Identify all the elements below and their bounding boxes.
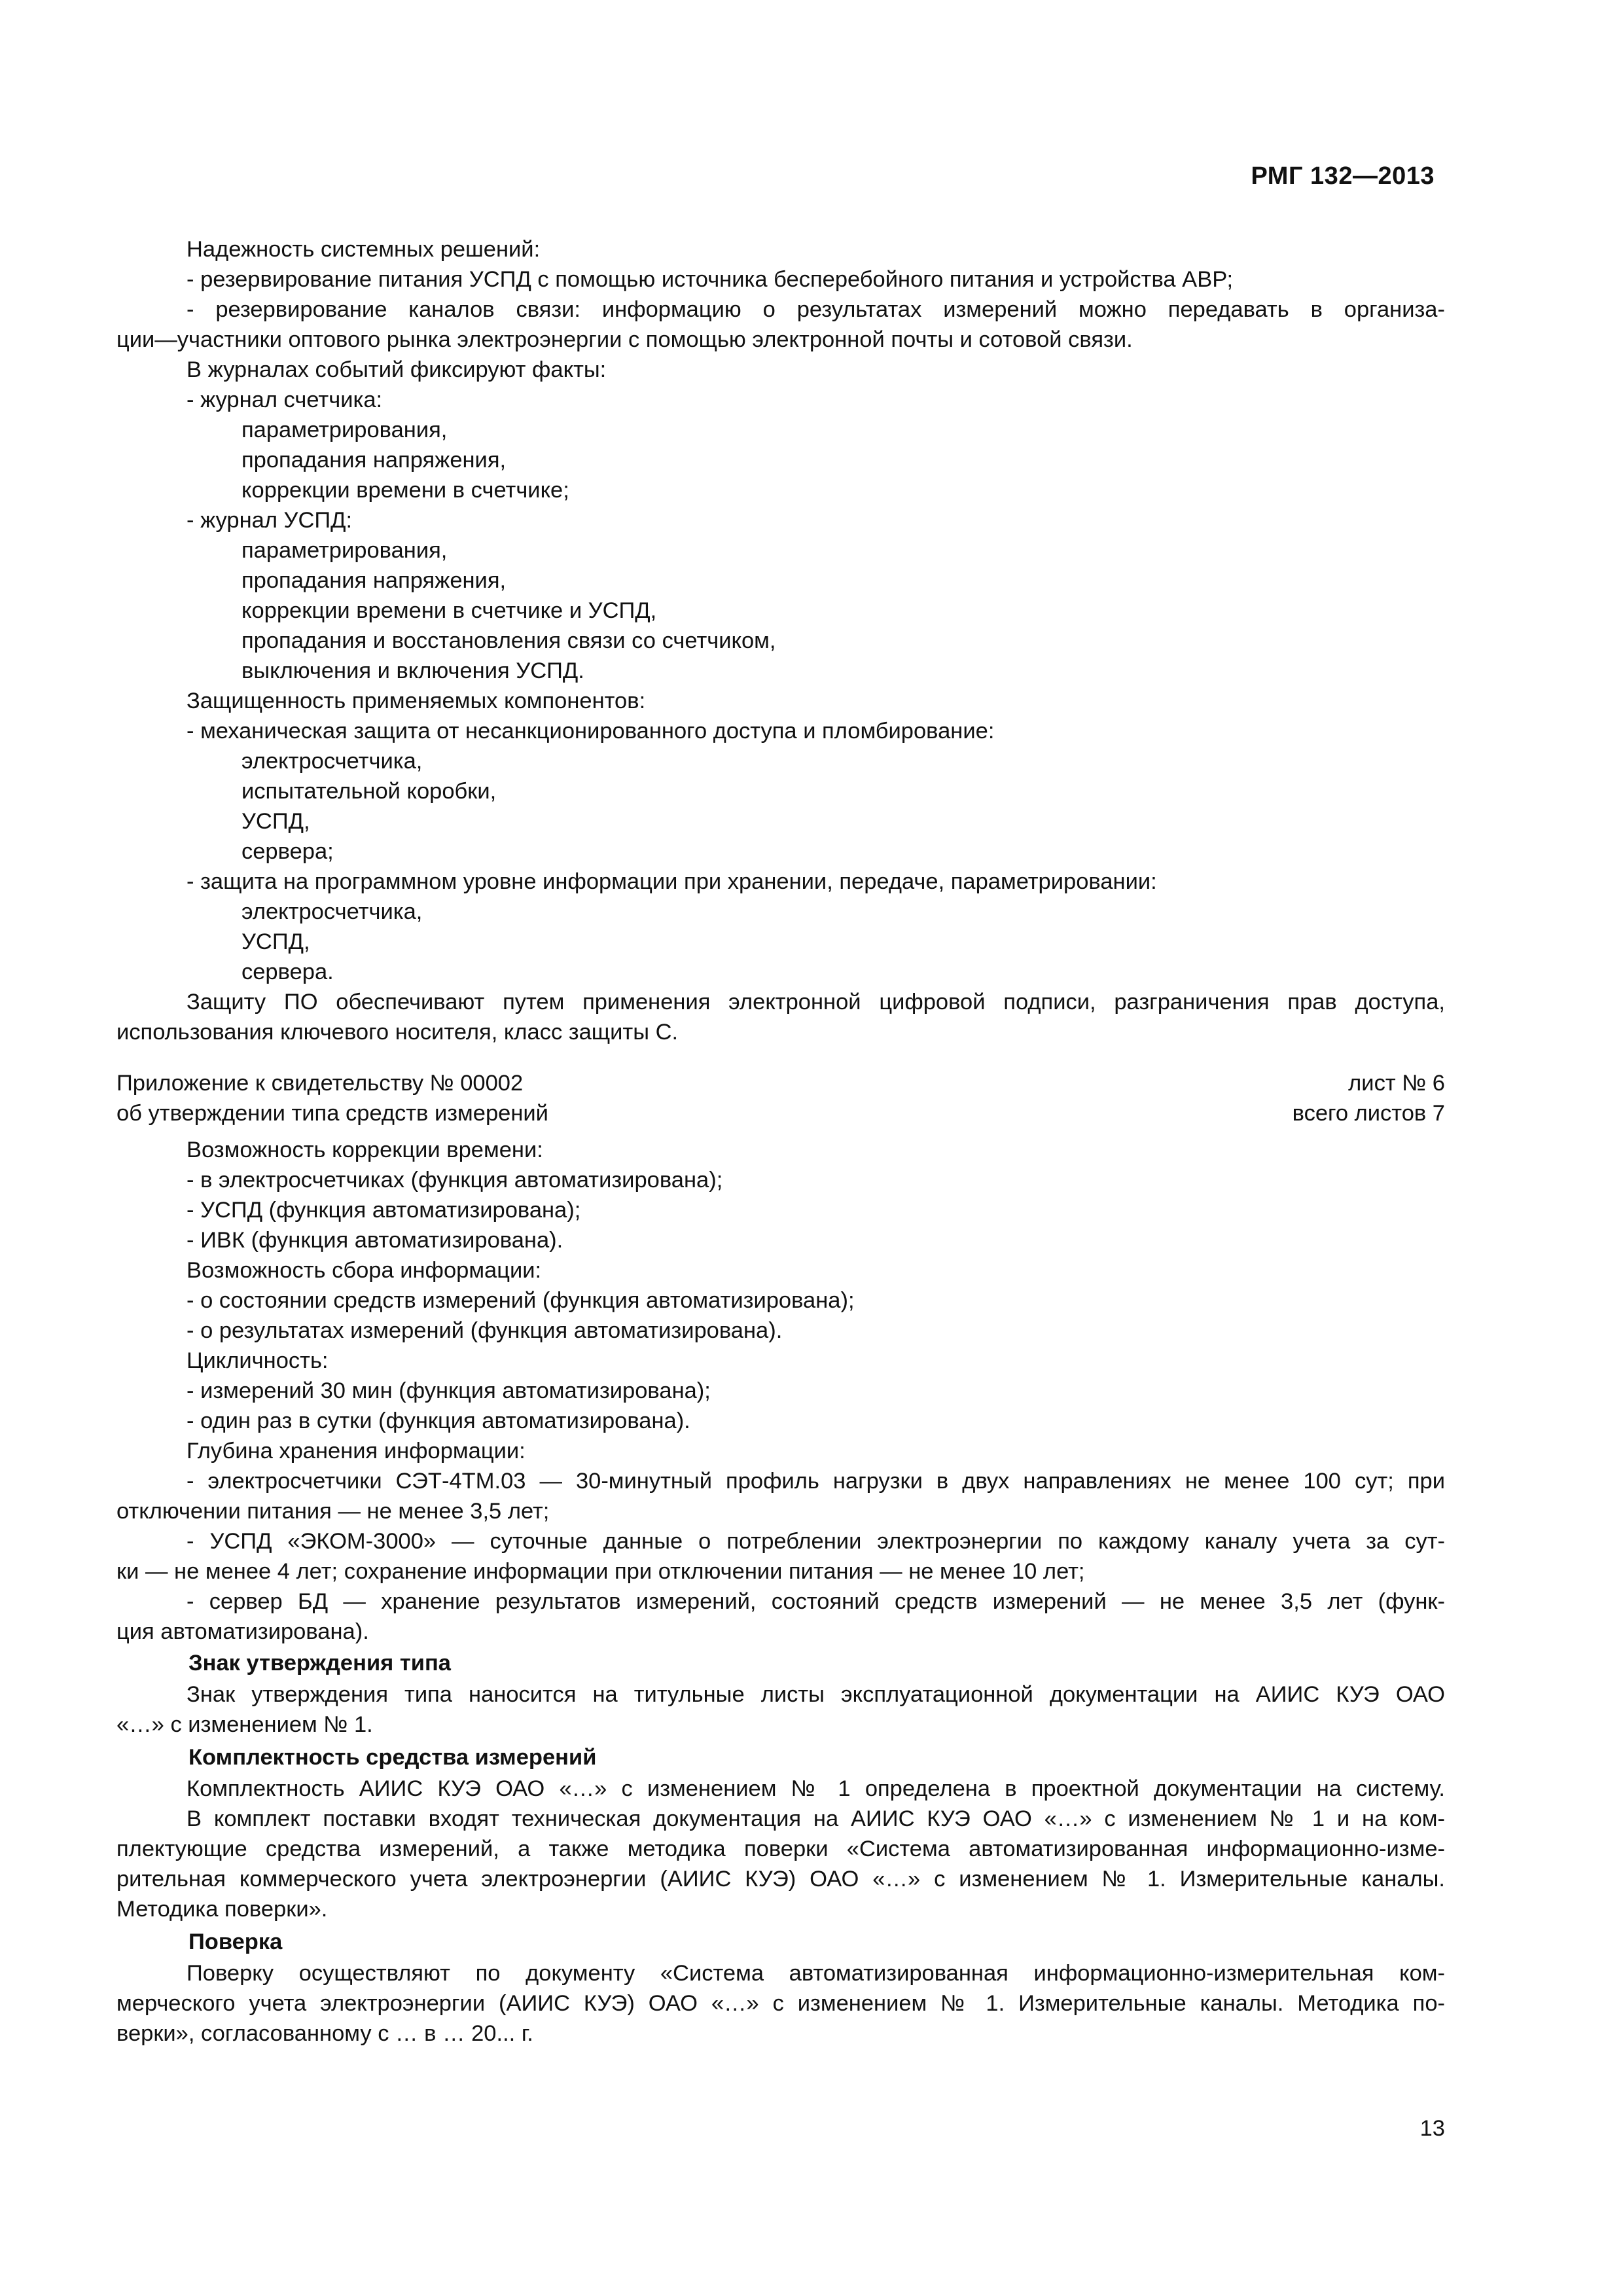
sub-list-item: сервера; bbox=[241, 839, 334, 864]
paragraph-line: отключении питания — не менее 3,5 лет; bbox=[116, 1499, 550, 1524]
sub-list-item: выключения и включения УСПД. bbox=[241, 658, 584, 683]
list-item: - журнал счетчика: bbox=[187, 387, 383, 412]
list-item: - сервер БД — хранение результатов измерений, состояний средств измерений — не менее 3,5 лет (функ- bbox=[187, 1589, 1445, 1614]
paragraph-line: использования ключевого носителя, класс защиты С. bbox=[116, 1020, 679, 1045]
sub-list-item: сервера. bbox=[241, 960, 334, 984]
list-item: - о состоянии средств измерений (функция автоматизирована); bbox=[187, 1288, 855, 1313]
list-item: - электросчетчики СЭТ-4ТМ.03 — 30-минутный профиль нагрузки в двух направлениях не менее 100 сут; при bbox=[187, 1469, 1445, 1494]
paragraph-line: Возможность сбора информации: bbox=[187, 1258, 542, 1283]
sub-list-item: параметрирования, bbox=[241, 538, 448, 563]
paragraph-line: плектующие средства измерений, а также методика поверки «Система автоматизированная информационно-изме- bbox=[116, 1837, 1445, 1861]
list-item: - УСПД (функция автоматизирована); bbox=[187, 1198, 581, 1223]
total-sheets: всего листов 7 bbox=[1292, 1101, 1445, 1126]
list-item: - резервирование каналов связи: информацию о результатах измерений можно передавать в организа- bbox=[187, 297, 1445, 322]
paragraph-line: «…» с изменением № 1. bbox=[116, 1712, 373, 1737]
paragraph-line: рительная коммерческого учета электроэнергии (АИИС КУЭ) ОАО «…» с изменением № 1. Измерительные каналы. bbox=[116, 1867, 1445, 1892]
sub-list-item: электросчетчика, bbox=[241, 749, 423, 774]
paragraph-line: В комплект поставки входят техническая документация на АИИС КУЭ ОАО «…» с изменением № 1 и на ком- bbox=[187, 1806, 1445, 1831]
page-number: 13 bbox=[1419, 2116, 1445, 2141]
paragraph-line: верки», согласованному с … в … 20... г. bbox=[116, 2021, 533, 2046]
paragraph-line: Цикличность: bbox=[187, 1348, 329, 1373]
sub-list-item: пропадания и восстановления связи со счетчиком, bbox=[241, 628, 776, 653]
section-heading: Знак утверждения типа bbox=[188, 1651, 451, 1676]
section-heading: Комплектность средства измерений bbox=[188, 1745, 597, 1770]
sub-list-item: испытательной коробки, bbox=[241, 779, 497, 804]
paragraph-line: Защищенность применяемых компонентов: bbox=[187, 689, 646, 713]
list-item: - защита на программном уровне информации при хранении, передаче, параметрировании: bbox=[187, 869, 1157, 894]
paragraph-line: Поверку осуществляют по документу «Система автоматизированная информационно-измерительная ком- bbox=[187, 1961, 1445, 1986]
paragraph-line: ции—участники оптового рынка электроэнергии с помощью электронной почты и сотовой связи. bbox=[116, 327, 1133, 352]
list-item: - измерений 30 мин (функция автоматизирована); bbox=[187, 1378, 711, 1403]
sub-list-item: УСПД, bbox=[241, 929, 310, 954]
list-item: - ИВК (функция автоматизирована). bbox=[187, 1228, 563, 1253]
list-item: - механическая защита от несанкционированного доступа и пломбирование: bbox=[187, 719, 995, 744]
list-item: - один раз в сутки (функция автоматизирована). bbox=[187, 1408, 690, 1433]
sub-list-item: УСПД, bbox=[241, 809, 310, 834]
paragraph-line: ки — не менее 4 лет; сохранение информации при отключении питания — не менее 10 лет; bbox=[116, 1559, 1085, 1584]
sub-list-item: пропадания напряжения, bbox=[241, 448, 507, 473]
list-item: - журнал УСПД: bbox=[187, 508, 353, 533]
paragraph-line: В журналах событий фиксируют факты: bbox=[187, 357, 607, 382]
paragraph-line: Знак утверждения типа наносится на титульные листы эксплуатационной документации на АИИС КУЭ ОАО bbox=[187, 1682, 1445, 1707]
paragraph-line: ция автоматизирована). bbox=[116, 1619, 369, 1644]
paragraph-line: Методика поверки». bbox=[116, 1897, 328, 1922]
sheet-number: лист № 6 bbox=[1348, 1071, 1445, 1096]
paragraph-line: Глубина хранения информации: bbox=[187, 1439, 526, 1463]
sub-list-item: электросчетчика, bbox=[241, 899, 423, 924]
sub-list-item: пропадания напряжения, bbox=[241, 568, 507, 593]
list-item: - о результатах измерений (функция автоматизирована). bbox=[187, 1318, 783, 1343]
paragraph-line: Возможность коррекции времени: bbox=[187, 1138, 543, 1162]
appendix-reference: Приложение к свидетельству № 00002 bbox=[116, 1071, 524, 1096]
appendix-reference: об утверждении типа средств измерений bbox=[116, 1101, 548, 1126]
paragraph-line: мерческого учета электроэнергии (АИИС КУЭ) ОАО «…» с изменением № 1. Измерительные каналы. Методика по- bbox=[116, 1991, 1445, 2016]
list-item: - резервирование питания УСПД с помощью источника бесперебойного питания и устройства АВР; bbox=[187, 267, 1234, 292]
list-item: - УСПД «ЭКОМ-3000» — суточные данные о потреблении электроэнергии по каждому каналу учета за сут- bbox=[187, 1529, 1445, 1554]
sub-list-item: коррекции времени в счетчике и УСПД, bbox=[241, 598, 657, 623]
list-item: - в электросчетчиках (функция автоматизирована); bbox=[187, 1168, 723, 1193]
document-code: РМГ 132—2013 bbox=[1251, 162, 1435, 190]
section-heading: Поверка bbox=[188, 1929, 283, 1954]
paragraph-line: Защиту ПО обеспечивают путем применения электронной цифровой подписи, разграничения прав доступа, bbox=[187, 990, 1445, 1014]
paragraph-line: Комплектность АИИС КУЭ ОАО «…» с изменением № 1 определена в проектной документации на систему. bbox=[187, 1776, 1445, 1801]
paragraph-line: Надежность системных решений: bbox=[187, 237, 541, 262]
sub-list-item: коррекции времени в счетчике; bbox=[241, 478, 569, 503]
sub-list-item: параметрирования, bbox=[241, 418, 448, 442]
